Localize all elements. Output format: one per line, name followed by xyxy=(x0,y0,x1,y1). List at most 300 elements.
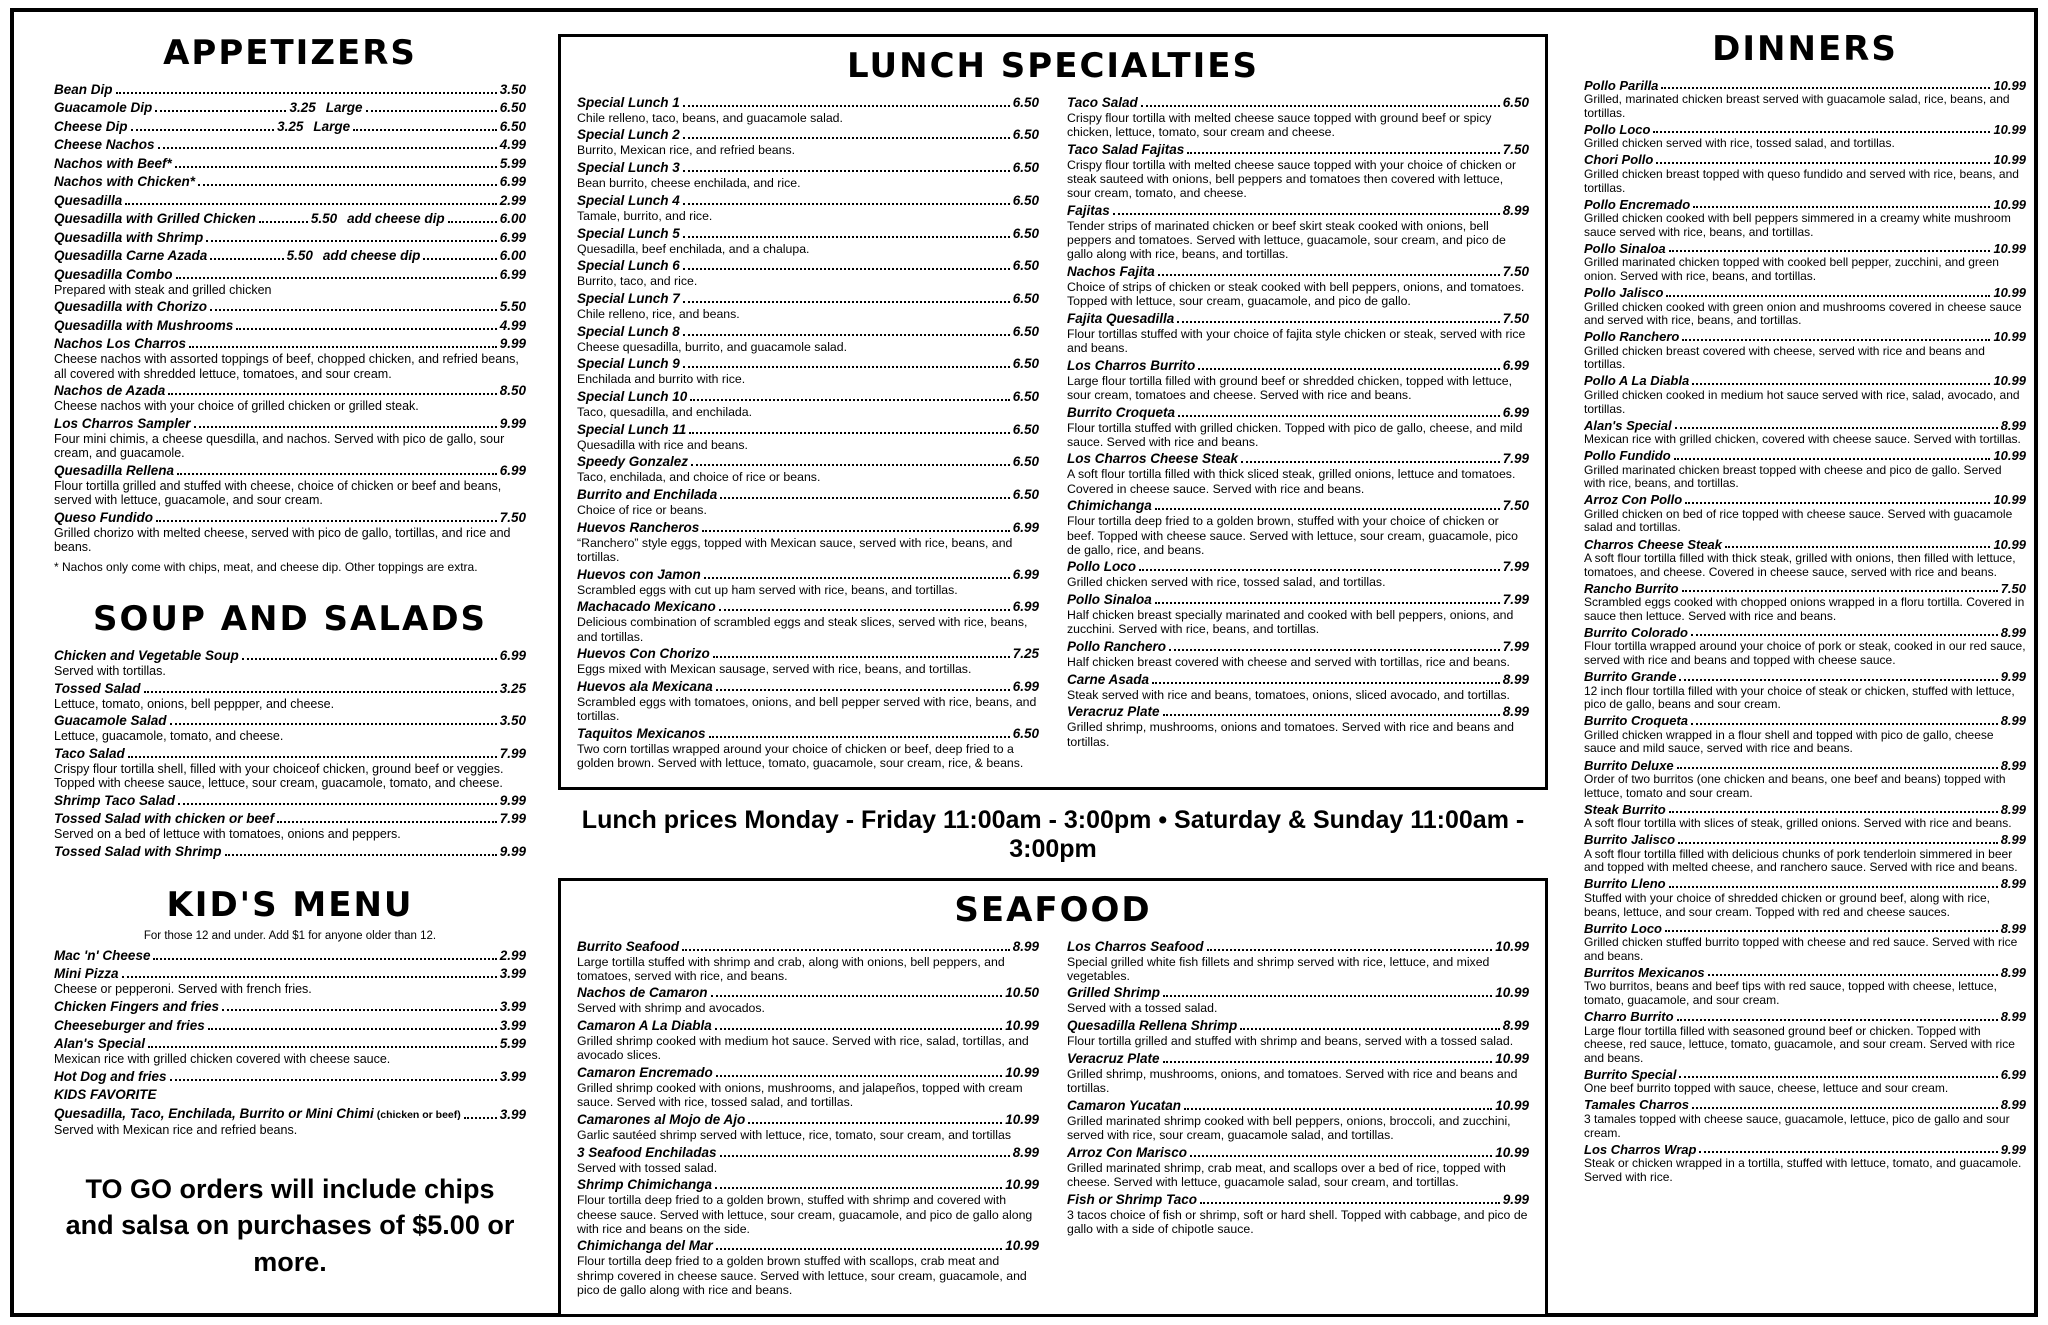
item-name: Fajitas xyxy=(1067,202,1110,218)
item-description: Grilled chicken wrapped in a flour shell and topped with pico de gallo, cheese sauce and mild sauce, served with rice and beans. xyxy=(1584,727,1994,756)
menu-item xyxy=(1584,581,2026,624)
item-price: 6.50 xyxy=(1012,356,1039,372)
item-price: 10.99 xyxy=(1495,938,1529,954)
dotted-leader xyxy=(1207,949,1493,951)
menu-item xyxy=(54,100,526,116)
dotted-leader xyxy=(1708,974,1998,976)
menu-item-line xyxy=(577,193,1039,209)
menu-item-line xyxy=(54,156,526,172)
section-soup-and-salads xyxy=(54,599,526,860)
dotted-leader xyxy=(170,723,497,725)
item-price: 4.99 xyxy=(499,137,526,153)
item-name: Tamales Charros xyxy=(1584,1097,1690,1113)
menu-item xyxy=(1067,1145,1529,1189)
item-name: Shrimp Chimichanga xyxy=(577,1177,713,1193)
section-seafood xyxy=(558,878,1548,1317)
dotted-leader xyxy=(1187,152,1499,154)
item-name: Arroz Con Pollo xyxy=(1584,492,1683,508)
menu-item xyxy=(1584,1097,2026,1140)
menu-item-line xyxy=(54,336,526,352)
menu-item xyxy=(54,681,526,711)
menu-item xyxy=(54,1106,526,1137)
item-name: Chimichanga xyxy=(1067,498,1152,514)
item-name: Huevos ala Mexicana xyxy=(577,679,713,695)
item-price: 8.99 xyxy=(2000,1009,2026,1025)
dotted-leader xyxy=(1692,383,1990,385)
item-name: Burrito Croqueta xyxy=(1067,404,1175,420)
menu-item xyxy=(1584,965,2026,1008)
menu-item-line xyxy=(54,463,526,479)
menu-item-line xyxy=(577,520,1039,536)
menu-item-line xyxy=(577,939,1039,955)
item-description: Grilled shrimp, mushrooms, onions and tomatoes. Served with rice and beans and tortillas. xyxy=(1067,720,1515,749)
item-name: Cheese Dip xyxy=(54,118,128,134)
menu-item-line xyxy=(1067,559,1529,575)
menu-item-line xyxy=(577,1145,1039,1161)
item-description: Scrambled eggs cooked with chopped onions wrapped in a floru tortilla. Covered in sauce then lettuce. Served with rice and beans. xyxy=(1584,595,2025,623)
item-description: Flour tortilla deep fried to a golden brown, stuffed with your choice of chicken or beef. Topped with cheese sauce. Served with lettuce, sour cream, guacamole, pico de gallo, rice, and beans. xyxy=(1067,514,1518,557)
menu-item-line xyxy=(1584,1067,2026,1083)
item-name: Quesadilla, Taco, Enchilada, Burrito or Mini Chimi (chicken or beef) xyxy=(54,1105,461,1121)
dotted-leader xyxy=(691,464,1010,466)
item-name: Huevos con Jamon xyxy=(577,566,701,582)
section-dinners xyxy=(1584,29,2026,1184)
menu-item-line xyxy=(1584,1142,2026,1158)
item-price: 10.99 xyxy=(1495,1144,1529,1160)
item-description: 3 tamales topped with cheese sauce, guacamole, lettuce, pico de gallo and sour cream. xyxy=(1584,1111,2010,1140)
menu-item-line xyxy=(1584,758,2026,774)
dotted-leader xyxy=(683,334,1010,336)
dotted-leader xyxy=(683,203,1010,205)
item-name: Bean Dip xyxy=(54,81,113,97)
menu-item xyxy=(577,985,1039,1015)
item-description: Scrambled eggs with tomatoes, onions, and bell pepper served with rice, beans, and tortillas. xyxy=(577,695,1037,724)
item-name: Pollo Sinaloa xyxy=(1584,240,1666,256)
menu-item-line xyxy=(577,389,1039,405)
menu-item xyxy=(577,1238,1039,1297)
menu-item xyxy=(54,174,526,190)
menu-item-line xyxy=(577,160,1039,176)
menu-item xyxy=(1584,448,2026,491)
item-description: Crispy flour tortilla with melted cheese sauce topped with ground beef or spicy chicken, lettuce, tomato, sour cream and cheese. xyxy=(1067,110,1492,139)
menu-item-line xyxy=(577,454,1039,470)
item-description: One beef burrito topped with sauce, cheese, lettuce and sour cream. xyxy=(1584,1081,1949,1096)
dotted-leader xyxy=(1685,502,1990,504)
item-price: 6.99 xyxy=(499,647,526,663)
item-name: Hot Dog and fries xyxy=(54,1068,167,1084)
dotted-leader xyxy=(1678,842,1998,844)
item-name: Nachos de Camaron xyxy=(577,985,708,1001)
item-price: 3.99 xyxy=(499,966,526,982)
menu-item xyxy=(1067,1098,1529,1142)
item-description: Grilled marinated shrimp cooked with bell peppers, onions, broccoli, and zucchini, served with rice, sour cream, guacamole salad, and tortillas. xyxy=(1067,1113,1511,1142)
item-price: 10.99 xyxy=(1993,536,2026,552)
item-name: Burrito Deluxe xyxy=(1584,757,1674,773)
menu-item xyxy=(577,1018,1039,1062)
item-name: Machacado Mexicano xyxy=(577,599,716,615)
item-description: Delicious combination of scrambled eggs and steak slices, served with rice, beans, and tortillas. xyxy=(577,615,1028,644)
item-price: 10.99 xyxy=(1495,1050,1529,1066)
item-name: Special Lunch 10 xyxy=(577,389,688,405)
item-description: Grilled chicken served with rice, tossed salad, and tortillas. xyxy=(1067,575,1386,590)
item-price: 6.99 xyxy=(1502,404,1529,420)
item-name: Pollo Loco xyxy=(1067,559,1136,575)
item-price: 10.99 xyxy=(1005,1238,1039,1254)
dotted-leader xyxy=(153,958,496,960)
item-price: 6.50 xyxy=(1012,258,1039,274)
menu-item-line xyxy=(577,324,1039,340)
lunch-hours-notice: Lunch prices Monday - Friday 11:00am - 3:00pm • Saturday & Sunday 11:00am - 3:00pm xyxy=(581,805,1525,863)
menu-item xyxy=(54,416,526,460)
menu-item xyxy=(54,1069,526,1085)
item-name: Camaron A La Diabla xyxy=(577,1018,712,1034)
dotted-leader xyxy=(683,366,1010,368)
menu-item-line xyxy=(54,1036,526,1052)
menu-item xyxy=(577,95,1039,125)
menu-item-line xyxy=(54,811,526,827)
item-price: 5.50 xyxy=(499,299,526,315)
menu-item xyxy=(577,127,1039,157)
menu-item xyxy=(1584,625,2026,668)
menu-item xyxy=(1067,95,1529,139)
menu-item-line xyxy=(54,713,526,729)
dotted-leader xyxy=(210,309,497,311)
item-description: Eggs mixed with Mexican sausage, served with rice, beans, and tortillas. xyxy=(577,662,972,677)
dotted-leader xyxy=(156,520,497,522)
item-description: Choice of rice or beans. xyxy=(577,503,707,518)
menu-item-line xyxy=(1067,451,1529,467)
item-extra-price: 6.50 xyxy=(499,118,527,134)
item-price: 8.99 xyxy=(2000,920,2026,936)
menu-item xyxy=(54,811,526,841)
menu-item-line xyxy=(54,248,526,264)
item-price: 9.99 xyxy=(1502,1191,1529,1207)
menu-item xyxy=(577,324,1039,354)
item-description: Flour tortilla deep fried to a golden brown stuffed with scallops, crab meat and shrimp covered in cheese sauce. Served with lettuce, sour cream, guacamole, and pico de gallo along with rice and beans. xyxy=(577,1254,1027,1297)
item-price: 7.99 xyxy=(1502,559,1529,575)
item-name: Tossed Salad with chicken or beef xyxy=(54,811,275,827)
menu-item xyxy=(577,726,1039,770)
item-name: Los Charros Seafood xyxy=(1067,938,1204,954)
item-name: Carne Asada xyxy=(1067,671,1150,687)
dotted-leader xyxy=(1240,1028,1499,1030)
dotted-leader xyxy=(1669,250,1991,252)
dotted-leader xyxy=(1200,1202,1500,1204)
item-description: Four mini chimis, a cheese quesdilla, and nachos. Served with pico de gallo, sour cream, and guacamole. xyxy=(54,432,505,461)
menu-item xyxy=(1584,418,2026,447)
menu-item xyxy=(1584,1142,2026,1185)
item-name: Shrimp Taco Salad xyxy=(54,792,176,808)
dotted-leader xyxy=(170,1079,497,1081)
menu-item-line xyxy=(54,648,526,664)
item-price: 3.25 xyxy=(499,680,526,696)
item-price: 3.99 xyxy=(499,999,526,1015)
menu-item-line xyxy=(577,1112,1039,1128)
lunch-title: LUNCH SPECIALTIES xyxy=(847,46,1259,86)
menu-item-line xyxy=(1584,418,2026,434)
menu-item-line xyxy=(577,258,1039,274)
item-name: Nachos de Azada xyxy=(54,383,166,399)
dotted-leader xyxy=(704,577,1010,579)
dotted-leader xyxy=(206,240,496,242)
menu-item xyxy=(54,318,526,334)
item-price: 6.50 xyxy=(1012,225,1039,241)
menu-item xyxy=(577,291,1039,321)
menu-item xyxy=(54,793,526,809)
item-price: 5.50 xyxy=(286,248,313,264)
item-price: 6.50 xyxy=(1012,192,1039,208)
item-name: Quesadilla Carne Azada xyxy=(54,248,208,264)
item-description: Half chicken breast covered with cheese and served with tortillas, rice and beans. xyxy=(1067,655,1510,670)
item-name: Burrito and Enchilada xyxy=(577,487,718,503)
section-lunch-specialties xyxy=(558,34,1548,790)
menu-item-line xyxy=(577,291,1039,307)
item-price: 10.99 xyxy=(1993,196,2026,212)
menu-item xyxy=(54,713,526,743)
dotted-leader xyxy=(259,221,308,223)
item-description: Grilled marinated chicken topped with cooked bell pepper, zucchini, and green onion. Served with rice, beans, and tortillas. xyxy=(1584,255,1999,283)
item-description: 12 inch flour tortilla filled with your choice of steak or chicken, stuffed with lettuce, pico de gallo, beans and sour cream. xyxy=(1584,683,2015,712)
menu-item xyxy=(54,119,526,135)
item-price: 8.99 xyxy=(1502,1018,1529,1034)
dotted-leader xyxy=(715,1187,1002,1189)
menu-item-line xyxy=(1584,373,2026,389)
menu-item xyxy=(577,679,1039,723)
item-name: Burritos Mexicanos xyxy=(1584,964,1705,980)
item-name: Pollo Jalisco xyxy=(1584,285,1664,301)
menu-item xyxy=(1067,358,1529,402)
item-name: Taco Salad Fajitas xyxy=(1067,141,1185,157)
dotted-leader xyxy=(720,1155,1010,1157)
item-price: 9.99 xyxy=(2000,669,2026,685)
item-name: Nachos Fajita xyxy=(1067,263,1155,279)
seafood-right-list xyxy=(1067,939,1529,1300)
menu-item xyxy=(54,336,526,380)
menu-page xyxy=(10,8,2038,1317)
item-price: 10.99 xyxy=(1993,285,2026,301)
dotted-leader xyxy=(683,268,1010,270)
menu-item xyxy=(1067,1018,1529,1048)
item-description: Grilled chicken breast covered with cheese, served with rice and beans and tortillas. xyxy=(1584,343,1985,372)
menu-item-line xyxy=(1067,311,1529,327)
item-name: Fish or Shrimp Taco xyxy=(1067,1191,1198,1207)
menu-item xyxy=(54,248,526,264)
dotted-leader xyxy=(720,497,1009,499)
menu-item-line xyxy=(1584,197,2026,213)
item-price: 10.99 xyxy=(1993,492,2026,508)
dotted-leader xyxy=(225,854,497,856)
item-price: 8.99 xyxy=(2000,964,2026,980)
item-price: 9.99 xyxy=(2000,1141,2026,1157)
item-price: 6.99 xyxy=(1012,599,1039,615)
item-name: Burrito Colorado xyxy=(1584,624,1688,640)
item-price: 9.99 xyxy=(499,336,526,352)
item-description: Crispy flour tortilla with melted cheese sauce topped with your choice of chicken or steak sauteed with onions, bell peppers and tomatoes then covered with lettuce, sour cream, tomato, and cheese. xyxy=(1067,157,1517,200)
item-description: Enchilada and burrito with rice. xyxy=(577,372,746,387)
item-price: 3.99 xyxy=(499,1068,526,1084)
dotted-leader xyxy=(1653,131,1990,133)
item-description: Flour tortilla grilled and stuffed with cheese, choice of chicken or beef and beans, served with lettuce, guacamole, and sour cream. xyxy=(54,478,502,508)
appetizers-title: APPETIZERS xyxy=(163,33,417,73)
dotted-leader xyxy=(1163,1061,1493,1063)
item-price: 6.50 xyxy=(1012,725,1039,741)
item-price: 6.50 xyxy=(1012,421,1039,437)
menu-item-line xyxy=(54,510,526,526)
dotted-leader xyxy=(716,1075,1002,1077)
menu-item-line xyxy=(1584,1009,2026,1025)
menu-item-line xyxy=(1584,122,2026,138)
lunch-columns xyxy=(577,95,1529,773)
item-price: 5.50 xyxy=(310,211,338,227)
menu-item xyxy=(577,226,1039,256)
item-name: Quesadilla with Mushrooms xyxy=(54,317,234,333)
item-name: Taco Salad xyxy=(54,746,125,762)
item-name: Pollo Sinaloa xyxy=(1067,592,1152,608)
menu-item-line xyxy=(1584,492,2026,508)
menu-item xyxy=(54,648,526,678)
item-extra-label: Large xyxy=(313,118,351,134)
item-price: 10.99 xyxy=(1993,77,2026,93)
item-name: Huevos Con Chorizo xyxy=(577,646,710,662)
item-description: Cheese nachos with assorted toppings of beef, chopped chicken, and refried beans, all covered with shredded lettuce, tomatoes, and sour cream. xyxy=(54,352,519,381)
dotted-leader xyxy=(1677,767,1998,769)
menu-item xyxy=(577,193,1039,223)
menu-item-line xyxy=(577,226,1039,242)
item-name: Fajita Quesadilla xyxy=(1067,310,1175,326)
menu-item-line xyxy=(1067,1145,1529,1161)
menu-item xyxy=(1067,639,1529,669)
menu-item xyxy=(54,844,526,860)
item-description: Quesadilla, beef enchilada, and a chalupa. xyxy=(577,241,810,256)
item-name: Tossed Salad xyxy=(54,680,141,696)
menu-item-line xyxy=(577,985,1039,1001)
menu-item xyxy=(1584,537,2026,580)
menu-item xyxy=(577,1145,1039,1175)
appetizers-footnote: * Nachos only come with chips, meat, and cheese dip. Other toppings are extra. xyxy=(54,560,478,575)
menu-item-line xyxy=(54,383,526,399)
lunch-left-list xyxy=(577,95,1039,773)
left-column xyxy=(54,33,527,1280)
dotted-leader xyxy=(683,301,1010,303)
item-description: Grilled, marinated chicken breast served with guacamole salad, rice, beans, and tortillas. xyxy=(1584,92,2010,120)
menu-item-line xyxy=(54,793,526,809)
menu-item-line xyxy=(54,137,526,153)
item-description: Prepared with steak and grilled chicken xyxy=(54,282,272,297)
item-description: Served with tossed salad. xyxy=(577,1160,718,1175)
dotted-leader xyxy=(1184,1108,1492,1110)
item-price: 6.50 xyxy=(1502,94,1529,110)
item-price: 10.99 xyxy=(1993,152,2026,168)
menu-item-line xyxy=(1067,1051,1529,1067)
dotted-leader xyxy=(1682,339,1990,341)
menu-item xyxy=(577,389,1039,419)
menu-item-line xyxy=(577,1018,1039,1034)
dotted-leader xyxy=(1155,602,1500,604)
item-name: Chori Pollo xyxy=(1584,152,1654,168)
menu-item-line xyxy=(577,1065,1039,1081)
item-name: Special Lunch 1 xyxy=(577,94,680,110)
item-description: Mexican rice with grilled chicken covered with cheese sauce. xyxy=(54,1052,391,1067)
item-name: Burrito Grande xyxy=(1584,669,1677,685)
dotted-leader xyxy=(1152,682,1500,684)
item-name: Chimichanga del Mar xyxy=(577,1238,713,1254)
menu-item-line xyxy=(54,1069,526,1085)
kids-menu-list xyxy=(54,948,526,1137)
dotted-leader xyxy=(1241,461,1500,463)
dotted-leader xyxy=(711,995,1003,997)
menu-item-line xyxy=(577,1238,1039,1254)
dotted-leader xyxy=(128,756,497,758)
item-description: Grilled chicken on bed of rice topped with cheese sauce. Served with guacamole salad and tortillas. xyxy=(1584,506,2013,535)
menu-item xyxy=(54,193,526,209)
item-price: 6.99 xyxy=(499,229,526,245)
lunch-right-list xyxy=(1067,95,1529,773)
menu-item xyxy=(54,137,526,153)
seafood-title: SEAFOOD xyxy=(954,889,1152,930)
item-name: 3 Seafood Enchiladas xyxy=(577,1144,717,1160)
dotted-leader xyxy=(189,346,497,348)
seafood-columns xyxy=(577,939,1529,1300)
item-name: Quesadilla xyxy=(54,192,123,208)
dotted-leader xyxy=(1190,1155,1492,1157)
menu-item-line xyxy=(1067,672,1529,688)
menu-item xyxy=(54,999,526,1015)
item-name: Pollo Ranchero xyxy=(1584,329,1680,345)
seafood-left-list xyxy=(577,939,1039,1300)
menu-item xyxy=(1584,241,2026,284)
dotted-leader xyxy=(1169,649,1500,651)
item-name: Special Lunch 6 xyxy=(577,258,680,274)
menu-item-line xyxy=(54,100,526,116)
item-description: Choice of strips of chicken or steak cooked with bell peppers, onions, and tomatoes. Topped with lettuce, sour cream, guacamole, and pico de gallo. xyxy=(1067,279,1525,309)
dotted-leader xyxy=(177,473,497,475)
item-price: 7.99 xyxy=(1502,592,1529,608)
menu-item xyxy=(1067,704,1529,748)
menu-item xyxy=(577,356,1039,386)
item-description: Flour tortilla stuffed with grilled chicken. Topped with pico de gallo, cheese, and mild sauce. Served with rice and beans. xyxy=(1067,420,1523,449)
item-name: Special Lunch 9 xyxy=(577,356,680,372)
item-description: Served with Mexican rice and refried beans. xyxy=(54,1122,298,1137)
menu-item-line xyxy=(1067,142,1529,158)
item-price: 10.99 xyxy=(1005,1177,1039,1193)
item-description: 3 tacos choice of fish or shrimp, soft or hard shell. Topped with cabbage, and pico de gallo with a side of chipotle sauce. xyxy=(1067,1207,1528,1236)
item-name: Pollo A La Diabla xyxy=(1584,373,1690,389)
dotted-leader xyxy=(1158,274,1500,276)
dotted-leader xyxy=(125,203,496,205)
menu-item-line xyxy=(54,1087,526,1103)
menu-item-line xyxy=(54,193,526,209)
menu-item xyxy=(1584,876,2026,919)
dotted-leader xyxy=(1699,1151,1997,1153)
item-description: Grilled chicken served with rice, tossed salad, and tortillas. xyxy=(1584,136,1895,151)
dinners-title: DINNERS xyxy=(1712,29,1898,69)
item-description: Taco, quesadilla, and enchilada. xyxy=(577,405,753,420)
item-name: Speedy Gonzalez xyxy=(577,454,689,470)
menu-item-line xyxy=(1584,581,2026,597)
item-description: Grilled shrimp cooked with onions, mushrooms, and jalapeños, topped with cream sauce. Served with rice, tossed salad, and tortillas. xyxy=(577,1081,1023,1110)
item-description: Chile relleno, rice, and beans. xyxy=(577,306,740,321)
item-price: 5.99 xyxy=(499,155,526,171)
dinners-list xyxy=(1584,78,2026,1185)
item-description: “Ranchero” style eggs, topped with Mexican sauce, served with rice, beans, and tortillas. xyxy=(577,535,1013,565)
menu-item xyxy=(54,1018,526,1034)
menu-item xyxy=(1067,672,1529,702)
item-price: 6.99 xyxy=(1012,519,1039,535)
item-price: 6.50 xyxy=(1012,127,1039,143)
item-description: Grilled chicken breast topped with queso fundido and served with rice, beans, and tortillas. xyxy=(1584,166,2019,195)
item-name-suffix: (chicken or beef) xyxy=(373,1108,461,1121)
menu-item-line xyxy=(1584,537,2026,553)
